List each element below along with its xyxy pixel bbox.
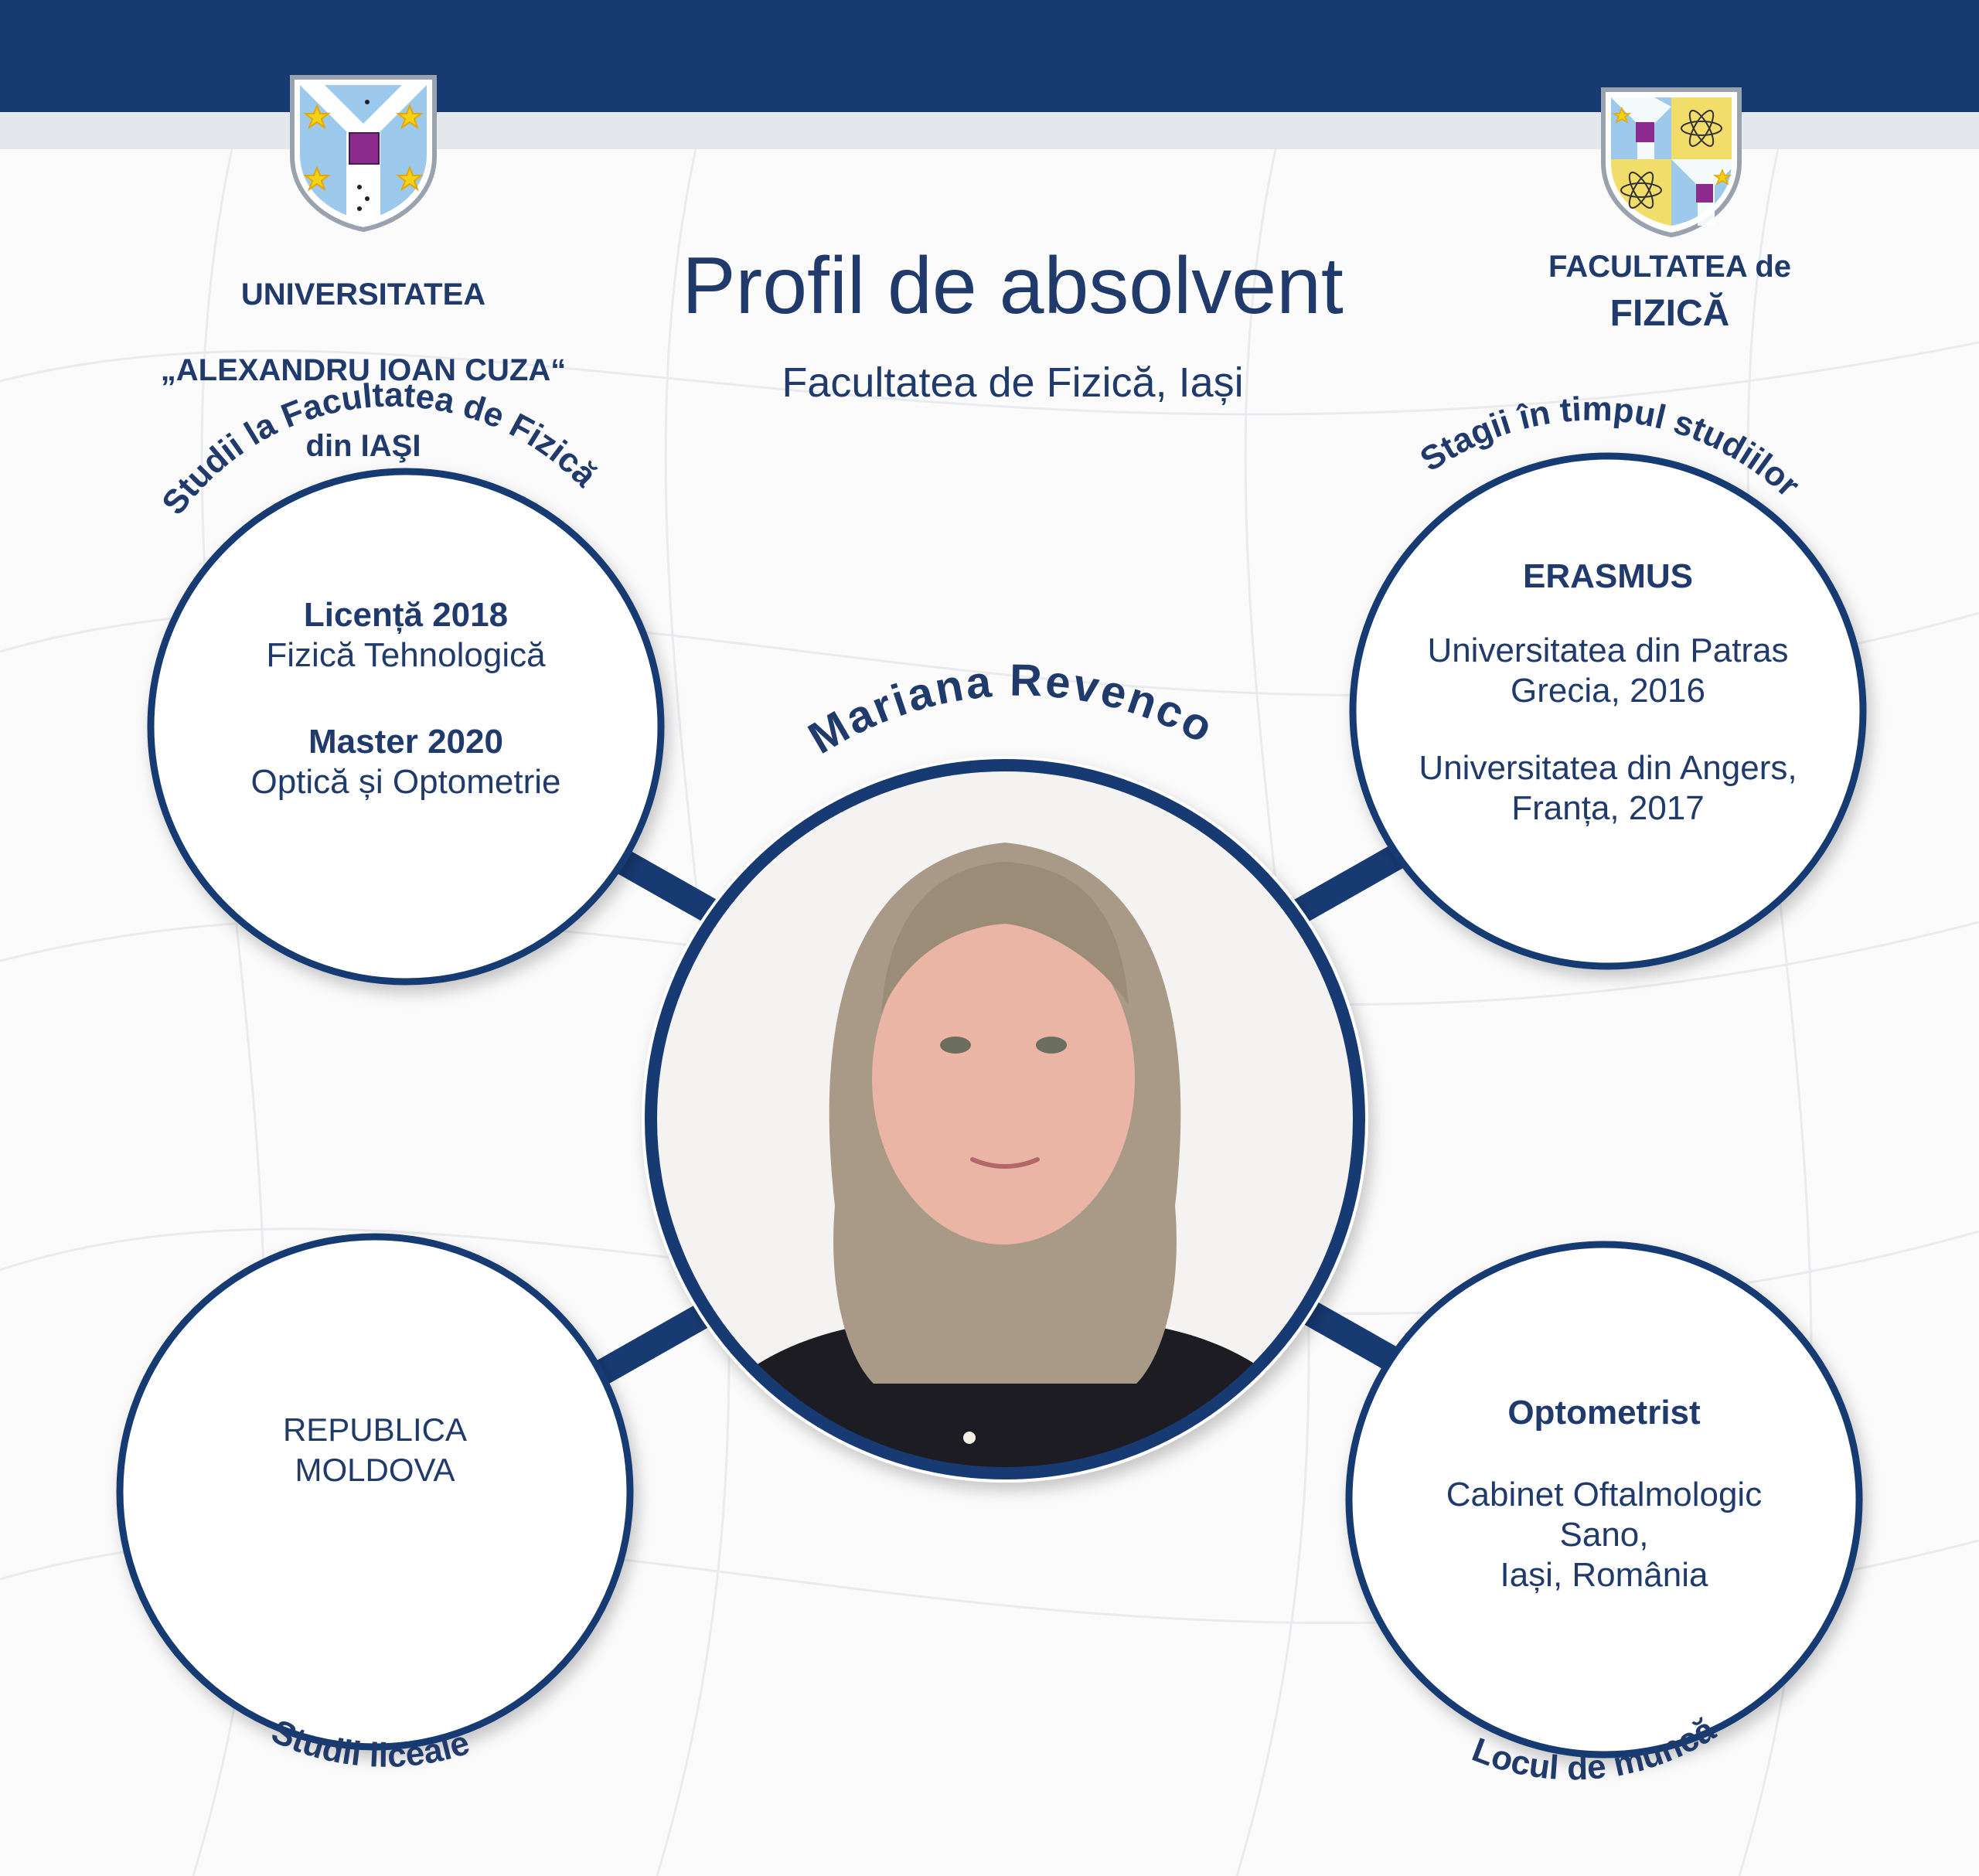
degree-bachelor: Licență 2018 [303,596,509,634]
internship-place2-line1: Universitatea din Angers, [1419,749,1797,787]
studies-heading: Studii la Facultatea de Fizică [155,376,605,522]
program-bachelor: Fizică Tehnologică [266,636,546,674]
high-school-heading: Studii liceale [266,1712,475,1775]
workplace-role: Optometrist [1507,1394,1701,1432]
workplace-line2: Sano, [1559,1516,1649,1554]
high-school-content [174,1410,576,1490]
university-name-line3: din IAŞI [305,429,421,463]
page-title: Profil de absolvent [682,241,1344,331]
graduate-name: Mariana Revenco [799,655,1223,764]
workplace-line3: Iași, România [1500,1556,1708,1594]
degree-master: Master 2020 [308,723,503,761]
internships-content [1376,557,1840,829]
internship-place1-line1: Universitatea din Patras [1427,632,1789,669]
high-school-line2: MOLDOVA [295,1452,455,1488]
workplace-content [1403,1393,1805,1595]
internship-place1-line2: Grecia, 2016 [1511,672,1705,710]
faculty-name-line2: FIZICĂ [1609,293,1730,334]
internship-place2-line2: Franța, 2017 [1511,789,1705,827]
university-name-line2: „ALEXANDRU IOAN CUZA“ [160,353,567,387]
faculty-name-line1: FACULTATEA de [1548,250,1792,284]
high-school-circle [120,1237,630,1747]
program-master: Optică și Optometrie [250,763,561,801]
university-name-line1: UNIVERSITATEA [240,277,486,312]
workplace-heading: Locul de muncă [1466,1710,1722,1788]
page-subtitle: Facultatea de Fizică, Iași [782,359,1244,406]
internships-heading: Stagii în timpul studiilor [1413,390,1807,505]
high-school-line1: REPUBLICA [282,1411,468,1448]
studies-content [205,595,607,802]
workplace-line1: Cabinet Oftalmologic [1446,1476,1763,1513]
internship-program: ERASMUS [1522,557,1694,595]
